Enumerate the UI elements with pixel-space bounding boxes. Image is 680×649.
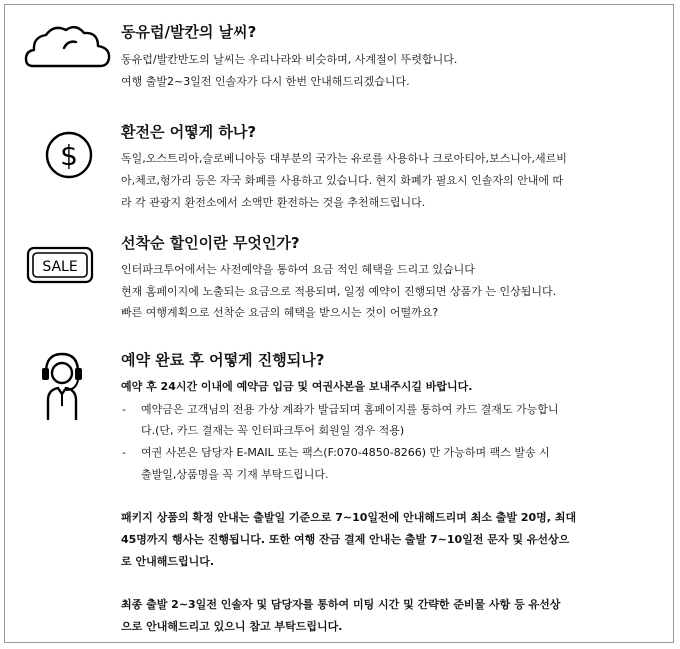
sale-line-1: 인터파크투어에서는 사전예약을 통하여 요금 적인 혜택을 드리고 있습니다 (121, 263, 475, 276)
weather-line-2: 여행 출발2~3일전 인솔자가 다시 한번 안내해드리겠습니다. (121, 75, 410, 88)
sale-line-2: 현재 홈페이지에 노출되는 요금으로 적용되며, 일정 예약이 진행되면 상품가 는 인상됩니다. (121, 285, 557, 298)
exchange-line-1: 독일,오스트리아,슬로베니아등 대부분의 국가는 유로를 사용하나 크로아티아,보스니아,세르비 (121, 152, 567, 165)
sale-tag-icon (26, 246, 94, 284)
svg-text:$: $ (60, 139, 78, 172)
dollar-coin-icon (44, 130, 94, 180)
confirm-line-1: 패키지 상품의 확정 안내는 출발일 기준으로 7~10일전에 안내해드리며 최소 출발 20명, 최대 (121, 511, 577, 524)
headset-agent-icon (38, 350, 86, 422)
section-title-exchange: 환전은 어떻게 하나? (121, 123, 257, 141)
final-line-1: 최종 출발 2~3일전 인솔자 및 담당자를 통하여 미팅 시간 및 간략한 준비물 사항 등 유선상 (121, 598, 561, 611)
bullet-marker-1: - (122, 403, 126, 416)
sale-label: SALE (42, 259, 78, 275)
final-line-2: 으로 안내해드리고 있으니 참고 부탁드립니다. (121, 620, 343, 633)
exchange-line-3: 라 각 관광지 환전소에서 소액만 환전하는 것을 추천해드립니다. (121, 196, 426, 209)
cloud-icon (24, 20, 112, 72)
confirm-line-2: 45명까지 행사는 진행됩니다. 또한 여행 잔금 결제 안내는 출발 7~10일전 문자 및 유선상으 (121, 533, 570, 546)
weather-line-1: 동유럽/발칸반도의 날씨는 우리나라와 비슷하며, 사계절이 뚜렷합니다. (121, 53, 458, 66)
bullet-marker-2: - (122, 446, 126, 459)
section-title-weather: 동유럽/발칸의 날씨? (121, 23, 257, 41)
bullet-1-line-1: 예약금은 고객님의 전용 가상 계좌가 발급되며 홈페이지를 통하여 카드 결재도 가능합니 (141, 403, 559, 416)
reservation-lead: 예약 후 24시간 이내에 예약금 입금 및 여권사본을 보내주시길 바랍니다. (121, 380, 473, 393)
sale-line-3: 빠른 여행계획으로 선착순 요금의 혜택을 받으시는 것이 어떨까요? (121, 306, 439, 319)
confirm-line-3: 로 안내해드립니다. (121, 555, 215, 568)
bullet-2-line-2: 출발일,상품명을 꼭 기재 부탁드립니다. (141, 468, 329, 481)
exchange-line-2: 아,체코,헝가리 등은 자국 화폐를 사용하고 있습니다. 현지 화폐가 필요시 인솔자의 안내에 따 (121, 174, 564, 187)
bullet-2-line-1: 여권 사본은 담당자 E-MAIL 또는 팩스(F:070-4850-8266) 만 가능하며 팩스 발송 시 (141, 446, 550, 459)
content-frame (4, 4, 674, 643)
bullet-1-line-2: 다.(단, 카드 결재는 꼭 인터파크투어 회원일 경우 적용) (141, 424, 405, 437)
section-title-reservation: 예약 완료 후 어떻게 진행되나? (121, 351, 325, 369)
section-title-sale: 선착순 할인이란 무엇인가? (121, 234, 300, 252)
